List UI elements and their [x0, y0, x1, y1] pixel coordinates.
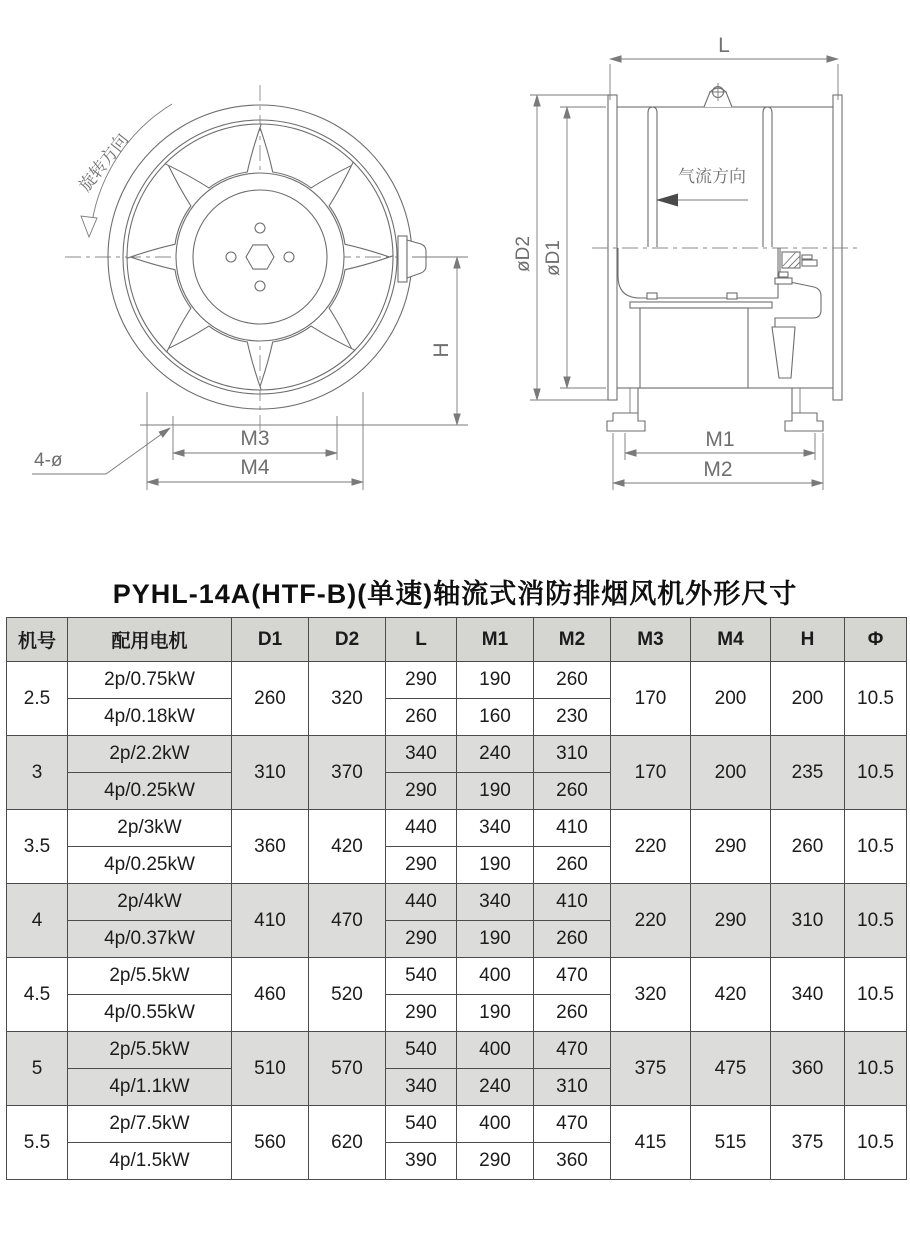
dimension-m1-m2	[613, 428, 823, 490]
motor-cell: 4p/0.18kW	[68, 699, 232, 736]
rotation-direction-label: 旋转方向	[75, 129, 133, 196]
machine-number-cell: 3.5	[7, 810, 68, 884]
dim-cell-m1: 400	[457, 1032, 534, 1069]
dim-cell-m2: 360	[534, 1143, 611, 1180]
dim-cell-d2: 420	[309, 810, 386, 884]
junction-box	[398, 236, 426, 282]
dim-label-m4: M4	[240, 456, 270, 479]
dim-cell-h: 260	[771, 810, 845, 884]
column-header: M1	[457, 618, 534, 662]
motor-cell: 2p/2.2kW	[68, 736, 232, 773]
dim-cell-m2: 410	[534, 884, 611, 921]
page-title: PYHL-14A(HTF-B)(单速)轴流式消防排烟风机外形尺寸	[112, 579, 798, 609]
dim-cell-phi: 10.5	[845, 736, 907, 810]
column-header: D2	[309, 618, 386, 662]
dimension-table	[6, 617, 907, 1180]
dim-cell-m1: 190	[457, 847, 534, 884]
dim-cell-d1: 360	[232, 810, 309, 884]
dim-cell-d2: 620	[309, 1106, 386, 1180]
dim-cell-phi: 10.5	[845, 1106, 907, 1180]
dim-cell-h: 310	[771, 884, 845, 958]
machine-number-cell: 5.5	[7, 1106, 68, 1180]
motor-cell: 2p/7.5kW	[68, 1106, 232, 1143]
dim-cell-h: 360	[771, 1032, 845, 1106]
dim-cell-m2: 260	[534, 847, 611, 884]
dim-cell-m4: 290	[691, 884, 771, 958]
dim-label-m2: M2	[703, 458, 733, 481]
dim-cell-d2: 370	[309, 736, 386, 810]
column-header: 配用电机	[68, 618, 232, 662]
machine-number-cell: 5	[7, 1032, 68, 1106]
dim-cell-h: 200	[771, 662, 845, 736]
dim-cell-l: 290	[386, 921, 457, 958]
machine-number-cell: 4.5	[7, 958, 68, 1032]
motor-cell: 2p/0.75kW	[68, 662, 232, 699]
motor-cell: 2p/5.5kW	[68, 1032, 232, 1069]
motor-cell: 2p/4kW	[68, 884, 232, 921]
dim-cell-m3: 170	[611, 662, 691, 736]
dim-cell-m1: 190	[457, 921, 534, 958]
dim-label-d1: øD1	[543, 240, 564, 276]
motor-cell: 4p/1.1kW	[68, 1069, 232, 1106]
dim-cell-d1: 510	[232, 1032, 309, 1106]
foot-right	[785, 388, 823, 431]
dim-cell-m1: 190	[457, 995, 534, 1032]
motor-cell: 4p/0.55kW	[68, 995, 232, 1032]
dim-cell-m1: 240	[457, 736, 534, 773]
column-header: M3	[611, 618, 691, 662]
motor-mount-plate	[630, 302, 772, 308]
inlet-flange	[608, 95, 617, 400]
column-header: D1	[232, 618, 309, 662]
motor-body	[640, 308, 748, 388]
dim-cell-m2: 260	[534, 921, 611, 958]
dim-cell-d2: 520	[309, 958, 386, 1032]
bolt-hole-note	[32, 428, 170, 474]
dim-cell-m1: 290	[457, 1143, 534, 1180]
dim-cell-m3: 375	[611, 1032, 691, 1106]
dim-cell-d1: 560	[232, 1106, 309, 1180]
dim-cell-h: 375	[771, 1106, 845, 1180]
table-row	[7, 1106, 907, 1143]
impeller-hub	[176, 173, 344, 341]
dim-cell-m2: 260	[534, 773, 611, 810]
dim-cell-m4: 515	[691, 1106, 771, 1180]
dim-cell-l: 540	[386, 958, 457, 995]
dim-cell-phi: 10.5	[845, 884, 907, 958]
dim-label-m1: M1	[705, 428, 735, 451]
motor-cell: 4p/0.25kW	[68, 773, 232, 810]
bolt-note-label: 4-ø	[34, 450, 63, 471]
motor-cell: 4p/0.37kW	[68, 921, 232, 958]
table-row	[7, 810, 907, 847]
table-row	[7, 884, 907, 921]
dim-label-l: L	[718, 34, 730, 57]
dim-cell-phi: 10.5	[845, 662, 907, 736]
dim-cell-d2: 320	[309, 662, 386, 736]
column-header: Φ	[845, 618, 907, 662]
airflow-direction-label: 气流方向	[678, 167, 746, 186]
dim-cell-d1: 310	[232, 736, 309, 810]
column-header: M2	[534, 618, 611, 662]
dim-cell-d1: 460	[232, 958, 309, 1032]
column-header: H	[771, 618, 845, 662]
dim-cell-l: 440	[386, 884, 457, 921]
lifting-lug	[704, 83, 732, 107]
dim-cell-l: 290	[386, 847, 457, 884]
dim-cell-m2: 260	[534, 995, 611, 1032]
dim-cell-m1: 340	[457, 884, 534, 921]
motor-cell: 4p/1.5kW	[68, 1143, 232, 1180]
machine-number-cell: 3	[7, 736, 68, 810]
dim-cell-m4: 200	[691, 662, 771, 736]
dim-cell-m2: 470	[534, 1106, 611, 1143]
dim-cell-m2: 470	[534, 958, 611, 995]
table-row	[7, 736, 907, 773]
dim-cell-l: 290	[386, 995, 457, 1032]
motor-cell: 2p/5.5kW	[68, 958, 232, 995]
dim-cell-m4: 475	[691, 1032, 771, 1106]
dim-cell-m1: 240	[457, 1069, 534, 1106]
dim-cell-m3: 415	[611, 1106, 691, 1180]
column-header: M4	[691, 618, 771, 662]
table-header-row	[7, 618, 907, 662]
machine-number-cell: 2.5	[7, 662, 68, 736]
dim-cell-l: 440	[386, 810, 457, 847]
dimension-table-wrap	[6, 617, 906, 1180]
motor-cell: 4p/0.25kW	[68, 847, 232, 884]
dim-cell-phi: 10.5	[845, 810, 907, 884]
dim-cell-m3: 320	[611, 958, 691, 1032]
dim-cell-m4: 420	[691, 958, 771, 1032]
dim-cell-m4: 290	[691, 810, 771, 884]
dim-cell-m3: 220	[611, 810, 691, 884]
dim-cell-l: 290	[386, 662, 457, 699]
dim-cell-m1: 400	[457, 1106, 534, 1143]
dim-cell-d2: 570	[309, 1032, 386, 1106]
column-header: 机号	[7, 618, 68, 662]
dim-cell-l: 290	[386, 773, 457, 810]
fan-front-view-drawing	[20, 60, 480, 520]
dim-cell-d1: 260	[232, 662, 309, 736]
machine-number-cell: 4	[7, 884, 68, 958]
dim-cell-m1: 190	[457, 773, 534, 810]
dim-cell-m1: 160	[457, 699, 534, 736]
dim-cell-l: 340	[386, 736, 457, 773]
dim-cell-d1: 410	[232, 884, 309, 958]
dim-cell-m2: 310	[534, 736, 611, 773]
dim-cell-m2: 260	[534, 662, 611, 699]
dim-cell-l: 340	[386, 1069, 457, 1106]
table-row	[7, 1032, 907, 1069]
column-header: L	[386, 618, 457, 662]
dim-cell-h: 235	[771, 736, 845, 810]
dim-cell-m2: 310	[534, 1069, 611, 1106]
outlet-flange	[833, 95, 842, 400]
dim-cell-m2: 230	[534, 699, 611, 736]
dim-cell-l: 540	[386, 1106, 457, 1143]
table-row	[7, 958, 907, 995]
fan-side-view-drawing	[480, 30, 910, 520]
dim-cell-m1: 340	[457, 810, 534, 847]
dim-label-m3: M3	[240, 427, 270, 450]
rotation-arrowhead-icon	[81, 216, 97, 237]
dim-cell-l: 260	[386, 699, 457, 736]
dim-cell-d2: 470	[309, 884, 386, 958]
dimension-m3-m4	[147, 392, 363, 490]
dim-label-h: H	[430, 342, 453, 358]
dimension-d2-d1	[513, 95, 608, 400]
dim-cell-m2: 410	[534, 810, 611, 847]
dim-cell-m1: 190	[457, 662, 534, 699]
dim-cell-h: 340	[771, 958, 845, 1032]
dim-cell-m3: 220	[611, 884, 691, 958]
dim-cell-m3: 170	[611, 736, 691, 810]
dim-cell-l: 390	[386, 1143, 457, 1180]
dim-cell-m4: 200	[691, 736, 771, 810]
mounting-feet	[607, 388, 823, 431]
dim-cell-phi: 10.5	[845, 1032, 907, 1106]
table-row	[7, 662, 907, 699]
motor-cell: 2p/3kW	[68, 810, 232, 847]
dim-cell-m1: 400	[457, 958, 534, 995]
dim-cell-phi: 10.5	[845, 958, 907, 1032]
dim-cell-m2: 470	[534, 1032, 611, 1069]
dim-label-d2: øD2	[513, 236, 534, 272]
dim-cell-l: 540	[386, 1032, 457, 1069]
